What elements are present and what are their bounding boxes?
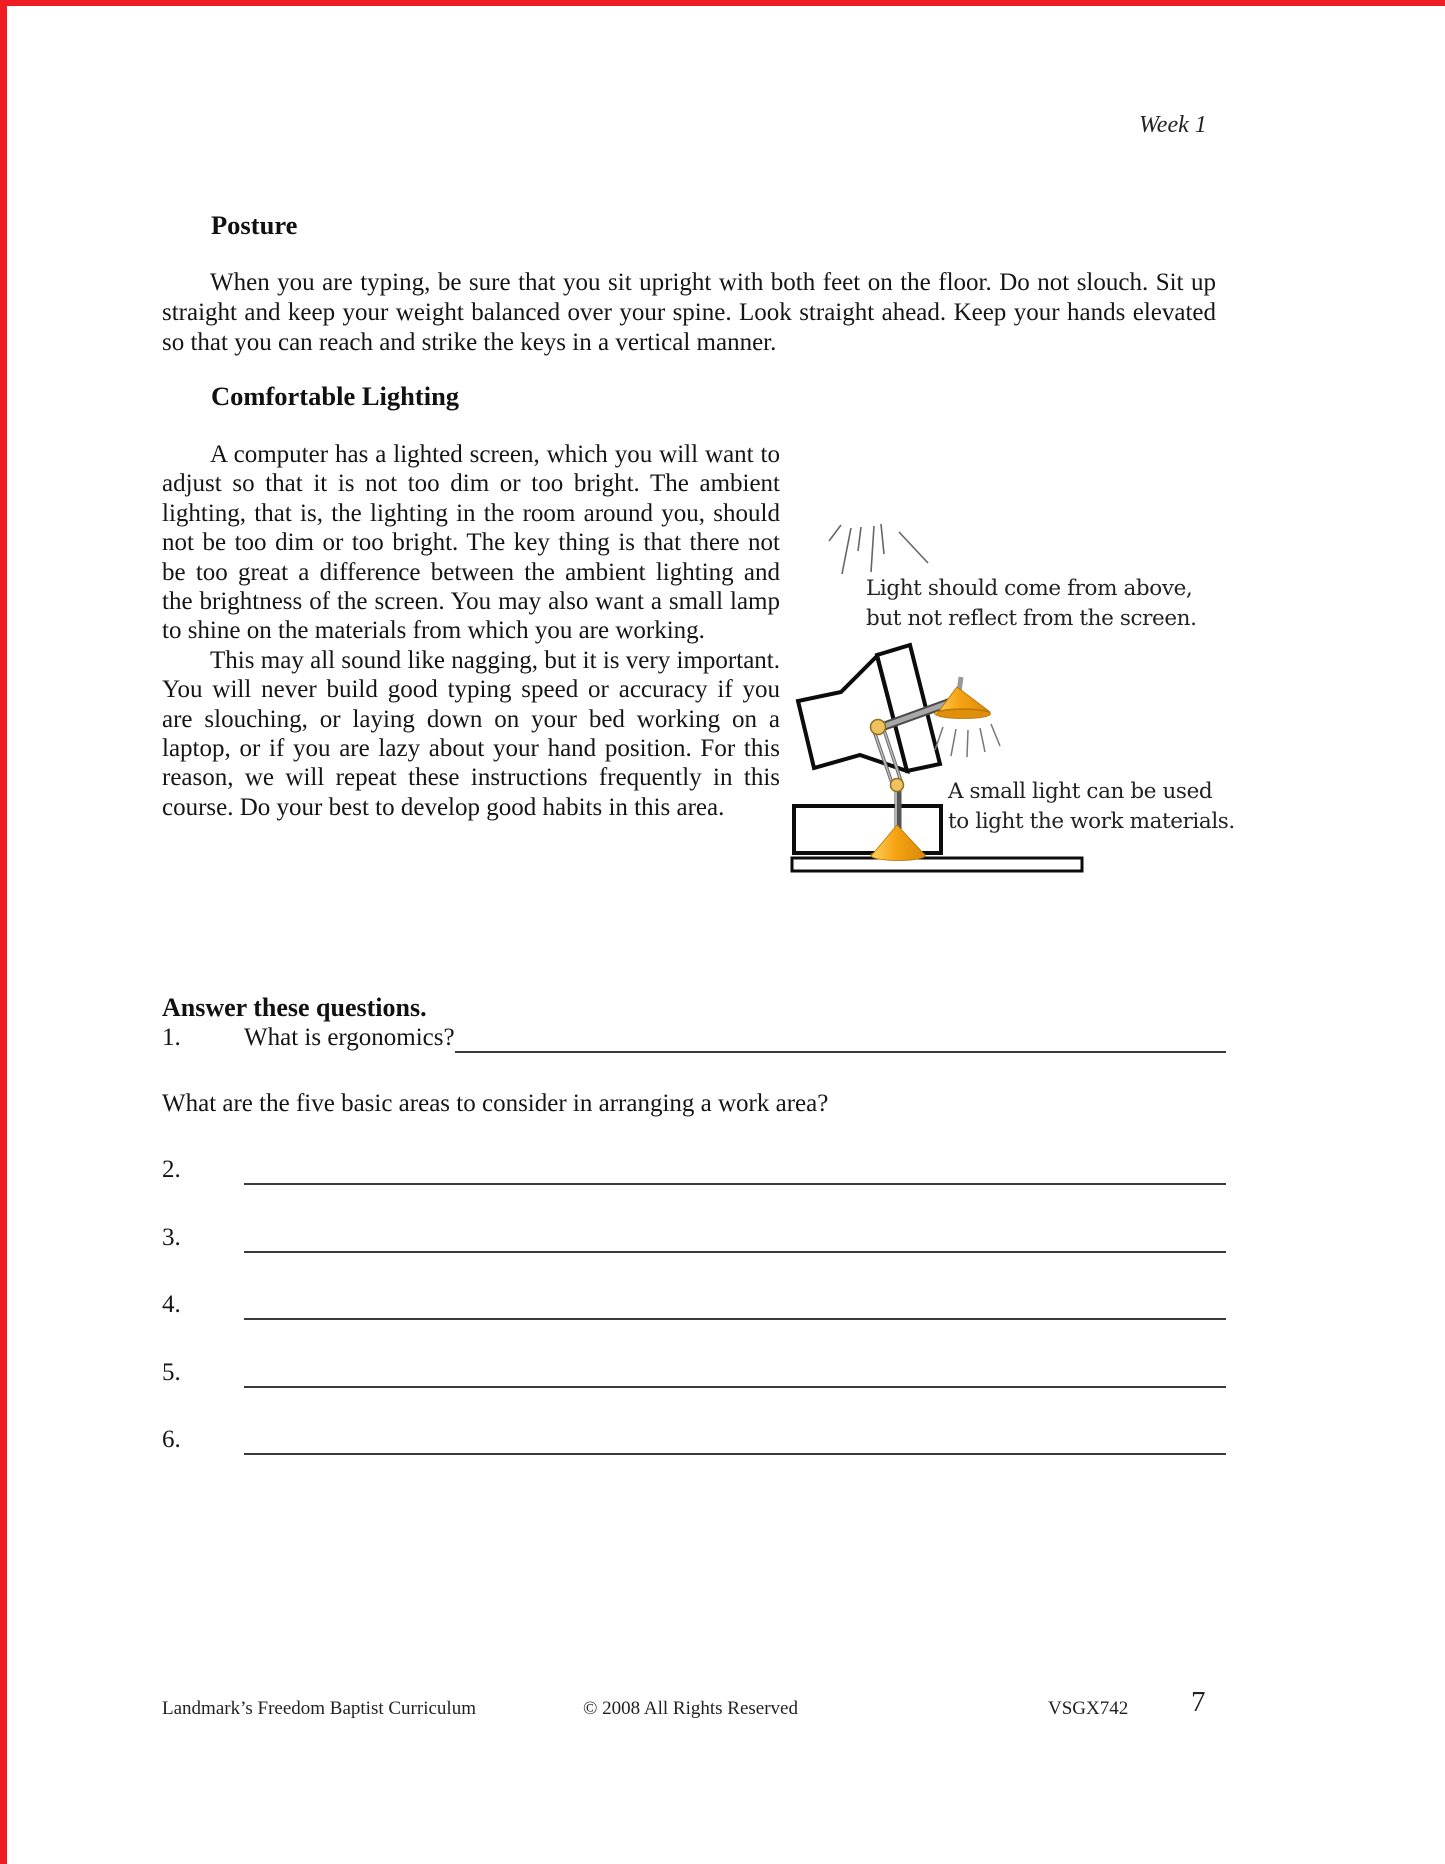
caption-line: but not reflect from the screen. (866, 606, 1197, 631)
ceiling-light-rays-icon (829, 524, 928, 574)
caption-line: A small light can be used (948, 779, 1213, 804)
lighting-heading: Comfortable Lighting (211, 381, 460, 411)
lamp-joint-upper (871, 720, 886, 735)
blank-row-6 (162, 1425, 1226, 1455)
question-1-text: What is ergonomics? (244, 1024, 455, 1051)
answer-blank-line (244, 1358, 1226, 1388)
blank-row-4 (162, 1290, 1226, 1320)
red-left-border (0, 0, 7, 1864)
lamp-light-rays-icon (935, 724, 1000, 757)
table-strip (792, 858, 1082, 871)
blank-row-5 (162, 1358, 1226, 1388)
lamp-head-icon (934, 677, 990, 719)
answer-blank-line (244, 1290, 1226, 1320)
answer-blank-line (455, 1023, 1226, 1053)
posture-paragraph: When you are typing, be sure that you sit upright with both feet on the floor. Do not slouch. Sit up straight and keep your weight balanced over your spine. Look straight ahead. Keep your hands elevated so that you can reach and strike the keys in a vertical manner. (162, 269, 1216, 356)
caption-light-from-above (866, 574, 1197, 634)
question-number: 3. (162, 1224, 181, 1251)
lighting-paragraph-2: This may all sound like nagging, but it is very important. You will never build good typing speed or accuracy if you are slouching, or laying down on your bed working on a laptop, or if you are lazy about your hand position. For this reason, we will repeat these instructions frequently in this course. Do your best to develop good habits in this area. (162, 646, 780, 821)
blank-row-2 (162, 1155, 1226, 1185)
question-number: 1. (162, 1024, 181, 1051)
desk-block (794, 806, 941, 853)
question-number: 2. (162, 1156, 181, 1183)
answer-blank-line (244, 1155, 1226, 1185)
monitor-outline (798, 645, 940, 771)
posture-heading: Posture (211, 210, 298, 240)
answer-blank-line (244, 1425, 1226, 1455)
blank-row-3 (162, 1223, 1226, 1253)
question-1-row (162, 1023, 1226, 1053)
caption-small-light (948, 777, 1235, 837)
question-number: 5. (162, 1359, 181, 1386)
answer-blank-line (244, 1223, 1226, 1253)
page-number: 7 (1191, 1686, 1206, 1718)
footer-course-code: VSGX742 (1048, 1698, 1129, 1719)
lighting-text-column (162, 440, 780, 822)
caption-line: to light the work materials. (948, 809, 1235, 834)
week-label: Week 1 (1139, 112, 1207, 138)
answer-questions-heading: Answer these questions. (162, 993, 427, 1022)
question-number: 4. (162, 1291, 181, 1318)
footer-publisher: Landmark’s Freedom Baptist Curriculum (162, 1698, 476, 1719)
red-top-border (0, 0, 1445, 6)
lamp-joint-lower (891, 779, 904, 792)
caption-line: Light should come from above, (866, 576, 1193, 601)
five-areas-question: What are the five basic areas to consider in arranging a work area? (162, 1090, 829, 1117)
question-number: 6. (162, 1426, 181, 1453)
lighting-paragraph-1: A computer has a lighted screen, which you will want to adjust so that it is not too dim or too bright. The ambient lighting, that is, the lighting in the room around you, should not be too dim or too bright. The key thing is that there not be too great a difference between the ambient lighting and the brightness of the screen. You may also want a small lamp to shine on the materials from which you are working. (162, 441, 780, 645)
footer-copyright: © 2008 All Rights Reserved (583, 1698, 798, 1719)
